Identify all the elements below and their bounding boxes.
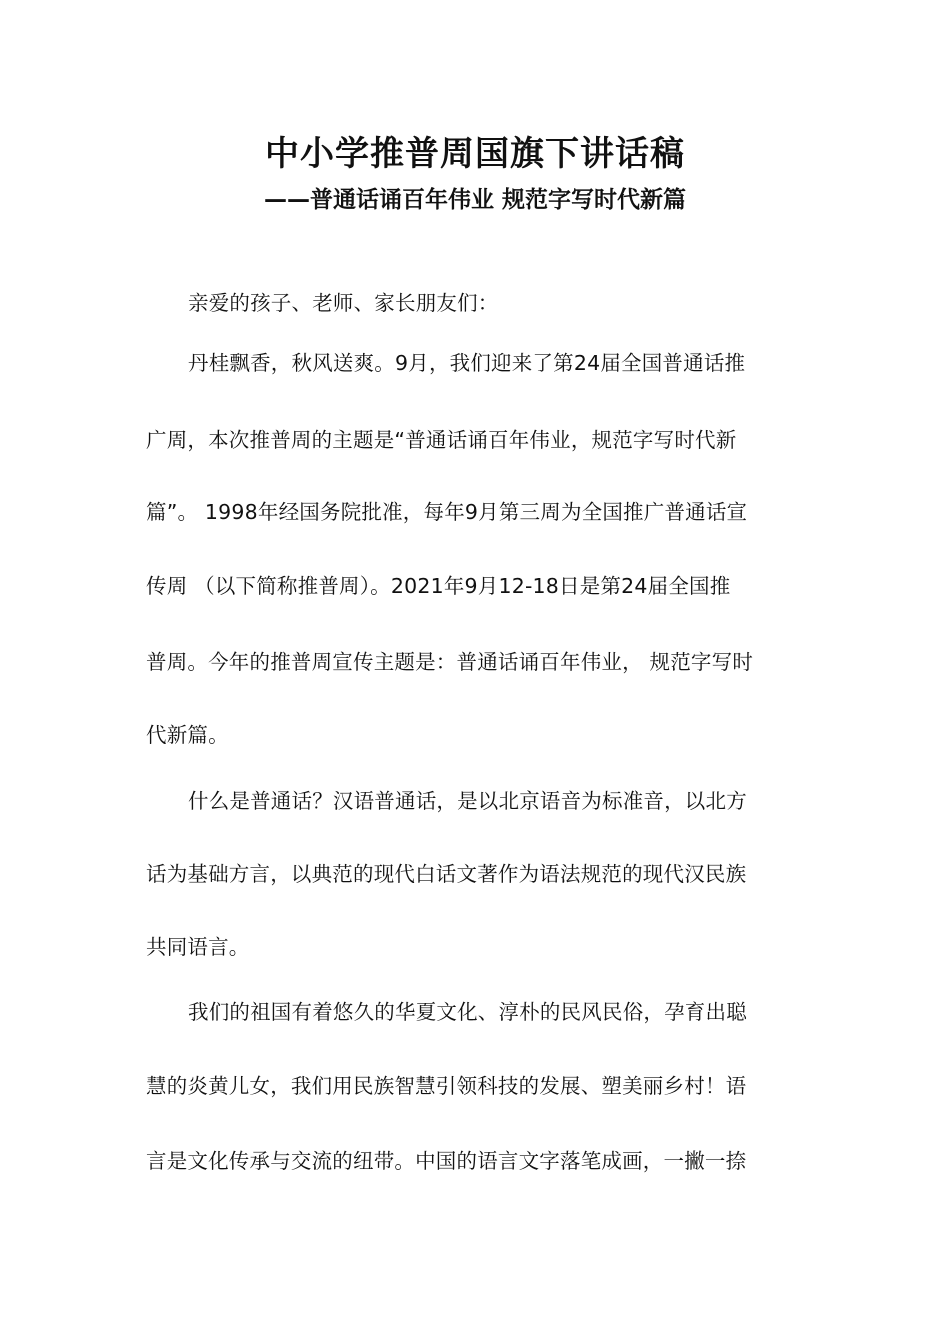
paragraph-line: 慧的炎黄儿女，我们用民族智慧引领科技的发展、塑美丽乡村！语 bbox=[146, 1074, 747, 1098]
paragraph-line: 传周 （以下简称推普周）。2021年9月12-18日是第24届全国推 bbox=[146, 574, 731, 598]
paragraph-line: 普周。今年的推普周宣传主题是：普通话诵百年伟业， 规范字写时 bbox=[146, 650, 754, 674]
document-subtitle: ——普通话诵百年伟业 规范字写时代新篇 bbox=[263, 187, 686, 213]
paragraph-line: 我们的祖国有着悠久的华夏文化、淳朴的民风民俗，孕育出聪 bbox=[188, 1000, 747, 1024]
paragraph-line: 话为基础方言，以典范的现代白话文著作为语法规范的现代汉民族 bbox=[146, 862, 747, 886]
paragraph-line: 广周，本次推普周的主题是“普通话诵百年伟业，规范字写时代新 bbox=[146, 428, 737, 452]
paragraph-line: 什么是普通话？汉语普通话，是以北京语音为标准音，以北方 bbox=[188, 789, 747, 813]
paragraph-line: 言是文化传承与交流的纽带。中国的语言文字落笔成画，一撇一捺 bbox=[146, 1149, 747, 1173]
paragraph-line: 代新篇。 bbox=[146, 723, 229, 747]
paragraph-line: 共同语言。 bbox=[146, 935, 250, 959]
paragraph-line: 丹桂飘香，秋风送爽。9月，我们迎来了第24届全国普通话推 bbox=[188, 351, 746, 375]
document-title: 中小学推普周国旗下讲话稿 bbox=[265, 134, 685, 174]
greeting-line: 亲爱的孩子、老师、家长朋友们： bbox=[188, 291, 499, 315]
paragraph-line: 篇”。 1998年经国务院批准，每年9月第三周为全国推广普通话宣 bbox=[146, 500, 748, 524]
